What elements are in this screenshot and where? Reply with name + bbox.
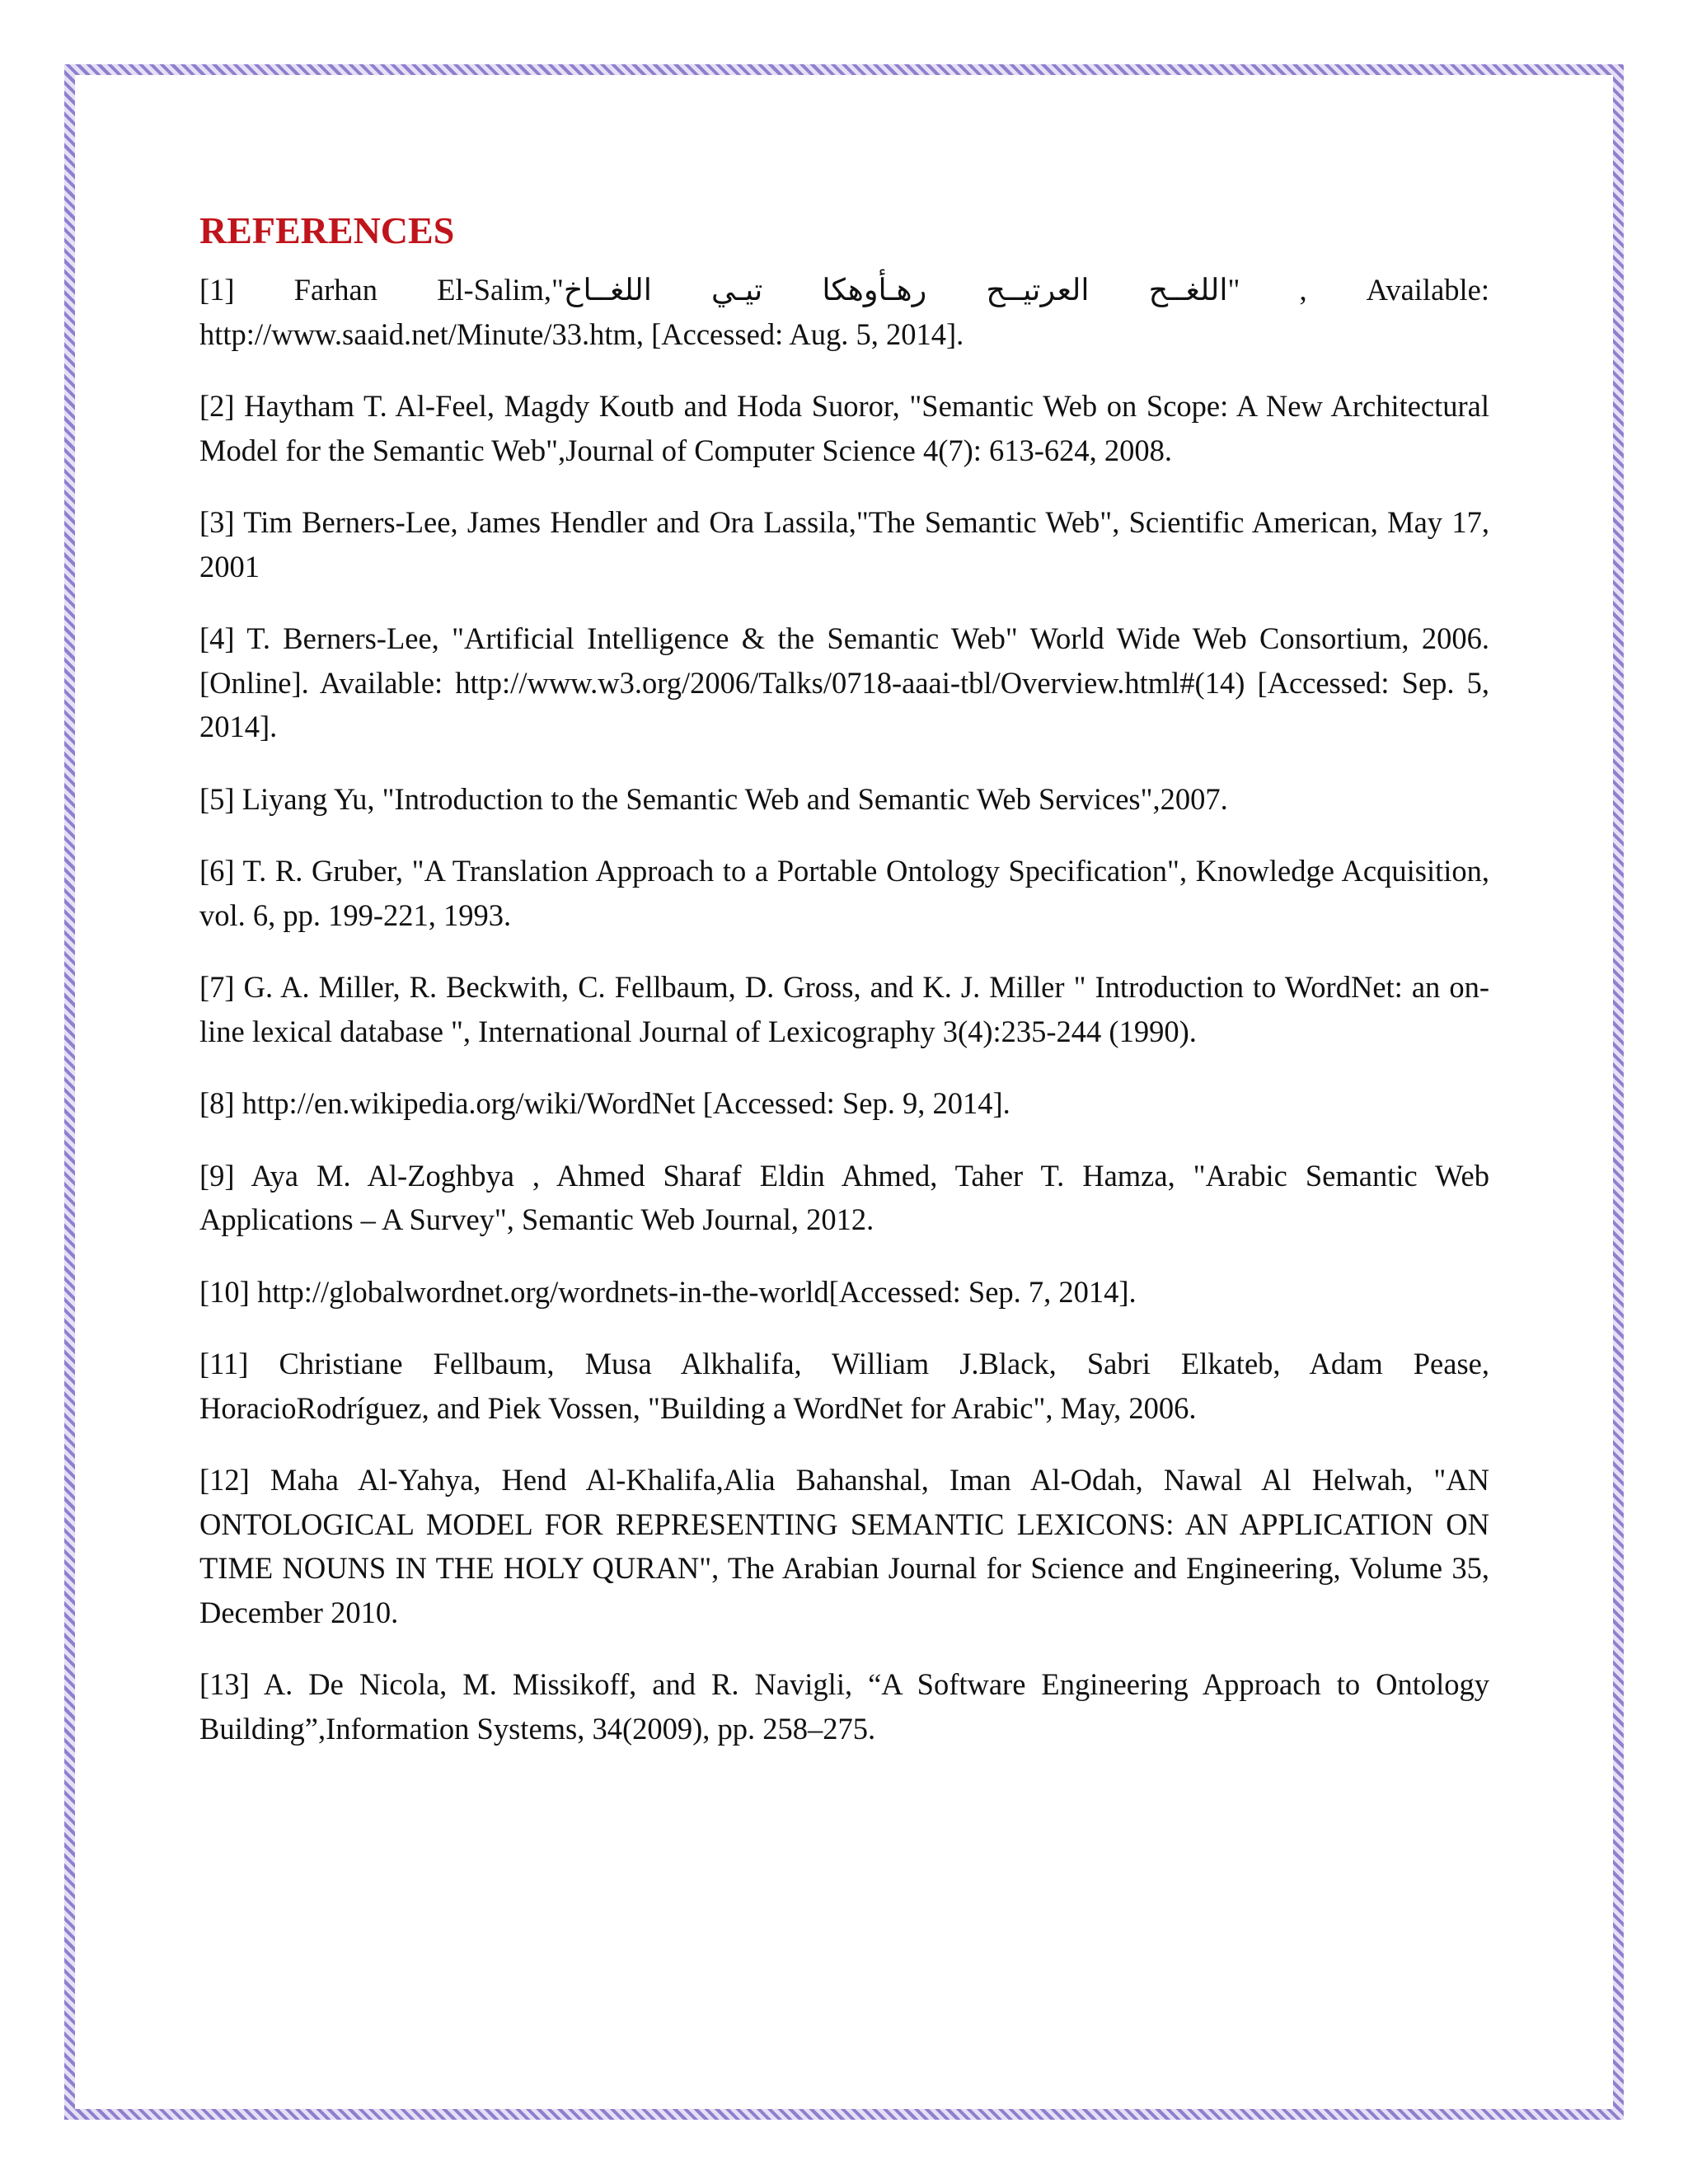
- reference-number: [1]: [199, 273, 235, 307]
- reference-text: Liyang Yu, "Introduction to the Semantic Web and Semantic Web Services",2007.: [241, 781, 1228, 816]
- reference-text: http://globalwordnet.org/wordnets-in-the-world[Accessed: Sep. 7, 2014].: [256, 1274, 1137, 1309]
- reference-item: [199, 1270, 1489, 1315]
- reference-text: G. A. Miller, R. Beckwith, C. Fellbaum, D. Gross, and K. J. Miller " Introduction to WordNet: an on-line lexical database ", International Journal of Lexicography 3(4):235-244 (1990).: [199, 970, 1490, 1048]
- reference-number: [10]: [199, 1274, 250, 1309]
- reference-text: Farhan El-Salim,"اللغــح العرتيــح رهـأوهكا تيـي اللغــاخ" , Available: http://www.saaid.net/Minute/33.htm, [Accessed: Aug. 5, 2014].: [199, 273, 1489, 351]
- reference-number: [3]: [199, 505, 235, 539]
- references-list: [199, 268, 1489, 1750]
- reference-number: [8]: [199, 1086, 235, 1120]
- reference-item: [199, 965, 1489, 1053]
- reference-number: [6]: [199, 854, 235, 888]
- reference-number: [5]: [199, 781, 235, 816]
- reference-item: [199, 777, 1489, 822]
- reference-item: [199, 1458, 1489, 1634]
- reference-text: Tim Berners-Lee, James Hendler and Ora Lassila,"The Semantic Web", Scientific American, May 17, 2001: [199, 505, 1490, 583]
- reference-text: Christiane Fellbaum, Musa Alkhalifa, William J.Black, Sabri Elkateb, Adam Pease, HoracioRodríguez, and Piek Vossen, "Building a WordNet for Arabic", May, 2006.: [199, 1347, 1489, 1425]
- reference-text: Aya M. Al-Zoghbya , Ahmed Sharaf Eldin Ahmed, Taher T. Hamza, "Arabic Semantic Web Applications – A Survey", Semantic Web Journal, 2012.: [199, 1158, 1489, 1236]
- reference-item: [199, 1662, 1489, 1750]
- references-heading: REFERENCES: [199, 209, 455, 251]
- reference-number: [13]: [199, 1667, 250, 1701]
- reference-number: [12]: [199, 1463, 250, 1497]
- reference-item: [199, 384, 1489, 472]
- reference-text: Maha Al-Yahya, Hend Al-Khalifa,Alia Bahanshal, Iman Al-Odah, Nawal Al Helwah, "AN ONTOLOGICAL MODEL FOR REPRESENTING SEMANTIC LEXICONS: AN APPLICATION ON TIME NOUNS IN THE HOLY QURAN", The Arabian Journal for Science and Engineering, Volume 35, December 2010.: [199, 1463, 1490, 1629]
- reference-text: http://en.wikipedia.org/wiki/WordNet [Accessed: Sep. 9, 2014].: [241, 1086, 1010, 1120]
- reference-number: [11]: [199, 1347, 249, 1380]
- reference-item: [199, 1154, 1489, 1242]
- reference-text: A. De Nicola, M. Missikoff, and R. Navigli, “A Software Engineering Approach to Ontology Building”,Information Systems, 34(2009), pp. 258–275.: [199, 1667, 1489, 1746]
- reference-number: [4]: [199, 621, 235, 655]
- reference-number: [2]: [199, 389, 235, 423]
- reference-text: T. Berners-Lee, "Artificial Intelligence & the Semantic Web" World Wide Web Consortium, 2006. [Online]. Available: http://www.w3.org/2006/Talks/0718-aaai-tbl/Overview.html#(14) [Accessed: Sep. 5, 2014].: [199, 621, 1489, 743]
- reference-number: [7]: [199, 970, 235, 1004]
- reference-item: [199, 500, 1489, 588]
- reference-item: [199, 616, 1489, 749]
- reference-text: T. R. Gruber, "A Translation Approach to a Portable Ontology Specification", Knowledge Acquisition, vol. 6, pp. 199-221, 1993.: [199, 854, 1490, 932]
- reference-item: [199, 1342, 1489, 1430]
- references-section: [199, 202, 1489, 1779]
- reference-item: [199, 849, 1489, 937]
- reference-number: [9]: [199, 1158, 235, 1193]
- reference-text: Haytham T. Al-Feel, Magdy Koutb and Hoda Suoror, "Semantic Web on Scope: A New Architectural Model for the Semantic Web",Journal of Computer Science 4(7): 613-624, 2008.: [199, 389, 1490, 467]
- reference-item: [199, 1081, 1489, 1126]
- reference-item: [199, 268, 1489, 356]
